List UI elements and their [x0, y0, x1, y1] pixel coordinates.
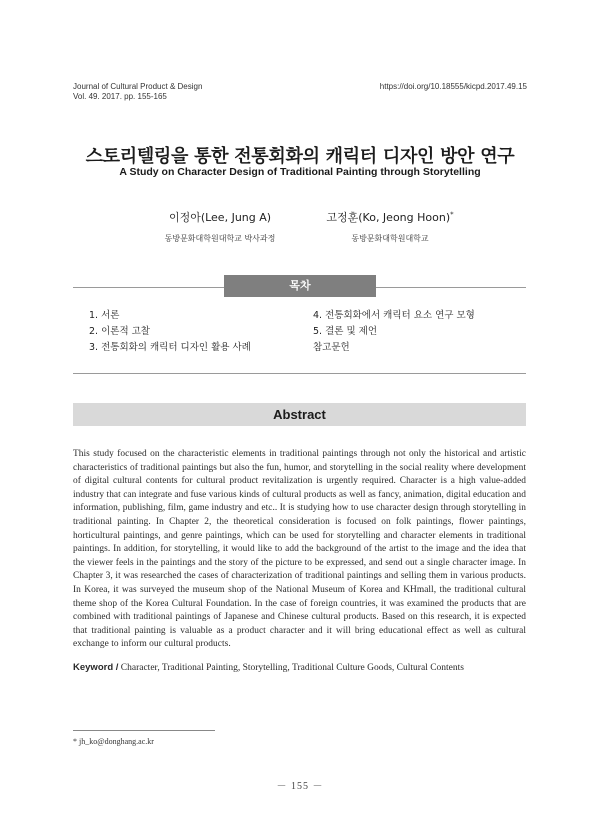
toc-item: 4. 전통회화에서 캐릭터 요소 연구 모형	[313, 310, 475, 321]
author-2-name: 고정훈(Ko, Jeong Hoon)*	[326, 210, 454, 224]
toc-item: 2. 이론적 고찰	[89, 326, 150, 337]
toc-item: 참고문헌	[313, 342, 350, 353]
author-2-affiliation: 동방문화대학원대학교	[351, 234, 429, 243]
keywords-label: Keyword /	[73, 662, 119, 673]
journal-header	[73, 82, 202, 102]
footnote-email: * jh_ko@donghang.ac.kr	[73, 737, 154, 746]
author-1-affiliation: 동방문화대학원대학교 박사과정	[164, 234, 276, 243]
abstract-body: This study focused on the characteristic elements in traditional paintings through not only the historical and artistic characteristics of traditional paintings but also the fun, humor, and storytelling in the social reality where development of digital cultural contents for cultural product revitalization is urgently required. Character is a high value-added industry that can integrate and fuse various kinds of cultural products as well as fancy, animation, digital education and information, publishing, film, game industry and etc.. It is studying how to use character design through storytelling in traditional painting. In Chapter 2, the theoretical consideration is focused on folk paintings, flower paintings, horticultural paintings, and genre paintings, which can be used for storytelling and character elements in traditional paintings. In addition, for storytelling, it would like to add the background of the artist to the image and the idea that the viewer feels in the paintings and the story of the picture to be expressed, and send out a single character image. In Chapter 3, it was researched the cases of characterization of traditional paintings and selling them in various products. In Korea, it was surveyed the museum shop of the National Museum of Korea and KHmall, the traditional cultural theme shop of the Korea Cultural Foundation. In the case of foreign countries, it was examined the products that are combined with traditional paintings of Japanese and Chinese cultural products. Based on this research, it is expected that traditional painting is valuable as a product character and it will bring educational effect as well as cultural exchange to inform our cultural products.	[73, 449, 526, 650]
keywords-line	[73, 662, 533, 673]
abstract-heading: Abstract	[73, 403, 526, 426]
toc-item: 1. 서론	[89, 310, 120, 321]
journal-volume: Vol. 49. 2017. pp. 155-165	[73, 92, 167, 101]
toc-heading: 목차	[224, 275, 376, 297]
paper-title-korean: 스토리텔링을 통한 전통회화의 캐릭터 디자인 방안 연구	[85, 146, 515, 167]
doi-link[interactable]: https://doi.org/10.18555/kicpd.2017.49.15	[379, 82, 527, 91]
journal-name: Journal of Cultural Product & Design	[73, 82, 203, 91]
corresponding-author-mark: *	[450, 210, 454, 219]
toc-item: 3. 전통회화의 캐릭터 디자인 활용 사례	[89, 342, 251, 353]
keywords-text: Character, Traditional Painting, Storytelling, Traditional Culture Goods, Cultural Contents	[120, 663, 464, 673]
author-1-name: 이정아(Lee, Jung A)	[168, 211, 272, 224]
toc-item: 5. 결론 및 제언	[313, 326, 378, 337]
footnote-rule	[73, 730, 215, 731]
page-number: － 155 －	[276, 781, 324, 792]
paper-title-english: A Study on Character Design of Traditional Painting through Storytelling	[119, 166, 481, 178]
